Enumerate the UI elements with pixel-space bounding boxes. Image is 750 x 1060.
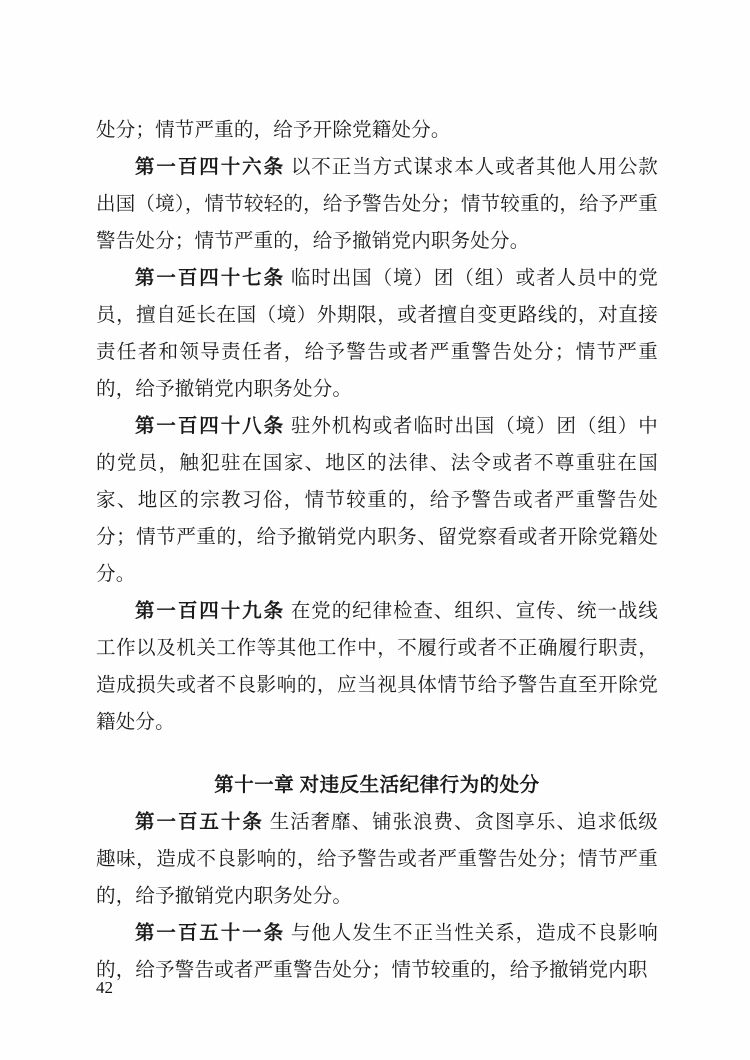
paragraph-text: 临时出国（境）团（组）或者人员中的党员，擅自延长在国（境）外期限，或者擅自变更路线的，对直接责任者和领导责任者，给予警告或者严重警告处分；情节严重的，给予撤销党内职务处分。 <box>96 268 658 400</box>
paragraph-text: 与他人发生不正当性关系，造成不良影响的，给予警告或者严重警告处分；情节较重的，给予撤销党内职 <box>96 923 658 981</box>
paragraph-text: 处分；情节严重的，给予开除党籍处分。 <box>96 120 451 141</box>
article-paragraph-150 <box>96 804 658 915</box>
paragraph-continuation <box>96 112 658 149</box>
article-number-150: 第一百五十条 <box>135 812 264 833</box>
article-paragraph-151 <box>96 915 658 989</box>
article-number-151: 第一百五十一条 <box>135 923 286 944</box>
page-content <box>96 112 658 989</box>
paragraph-text: 生活奢靡、铺张浪费、贪图享乐、追求低级趣味，造成不良影响的，给予警告或者严重警告处分；情节严重的，给予撤销党内职务处分。 <box>96 812 658 907</box>
article-paragraph-146 <box>96 149 658 260</box>
article-number-148: 第一百四十八条 <box>135 416 286 437</box>
paragraph-text: 驻外机构或者临时出国（境）团（组）中的党员，触犯驻在国家、地区的法律、法令或者不尊重驻在国家、地区的宗教习俗，情节较重的，给予警告或者严重警告处分；情节严重的，给予撤销党内职务、留党察看或者开除党籍处分。 <box>96 416 658 585</box>
article-paragraph-147 <box>96 260 658 408</box>
paragraph-text: 在党的纪律检查、组织、宣传、统一战线工作以及机关工作等其他工作中，不履行或者不正确履行职责，造成损失或者不良影响的，应当视具体情节给予警告直至开除党籍处分。 <box>96 601 658 733</box>
section-spacer <box>96 741 658 767</box>
article-paragraph-148 <box>96 408 658 593</box>
article-number-149: 第一百四十九条 <box>135 601 286 622</box>
article-number-147: 第一百四十七条 <box>135 268 286 289</box>
paragraph-text: 以不正当方式谋求本人或者其他人用公款出国（境），情节较轻的，给予警告处分；情节较重的，给予严重警告处分；情节严重的，给予撤销党内职务处分。 <box>96 157 658 252</box>
chapter-heading: 第十一章 对违反生活纪律行为的处分 <box>214 775 540 796</box>
page-number: 42 <box>96 978 113 997</box>
article-paragraph-149 <box>96 593 658 741</box>
article-number-146: 第一百四十六条 <box>135 157 286 178</box>
